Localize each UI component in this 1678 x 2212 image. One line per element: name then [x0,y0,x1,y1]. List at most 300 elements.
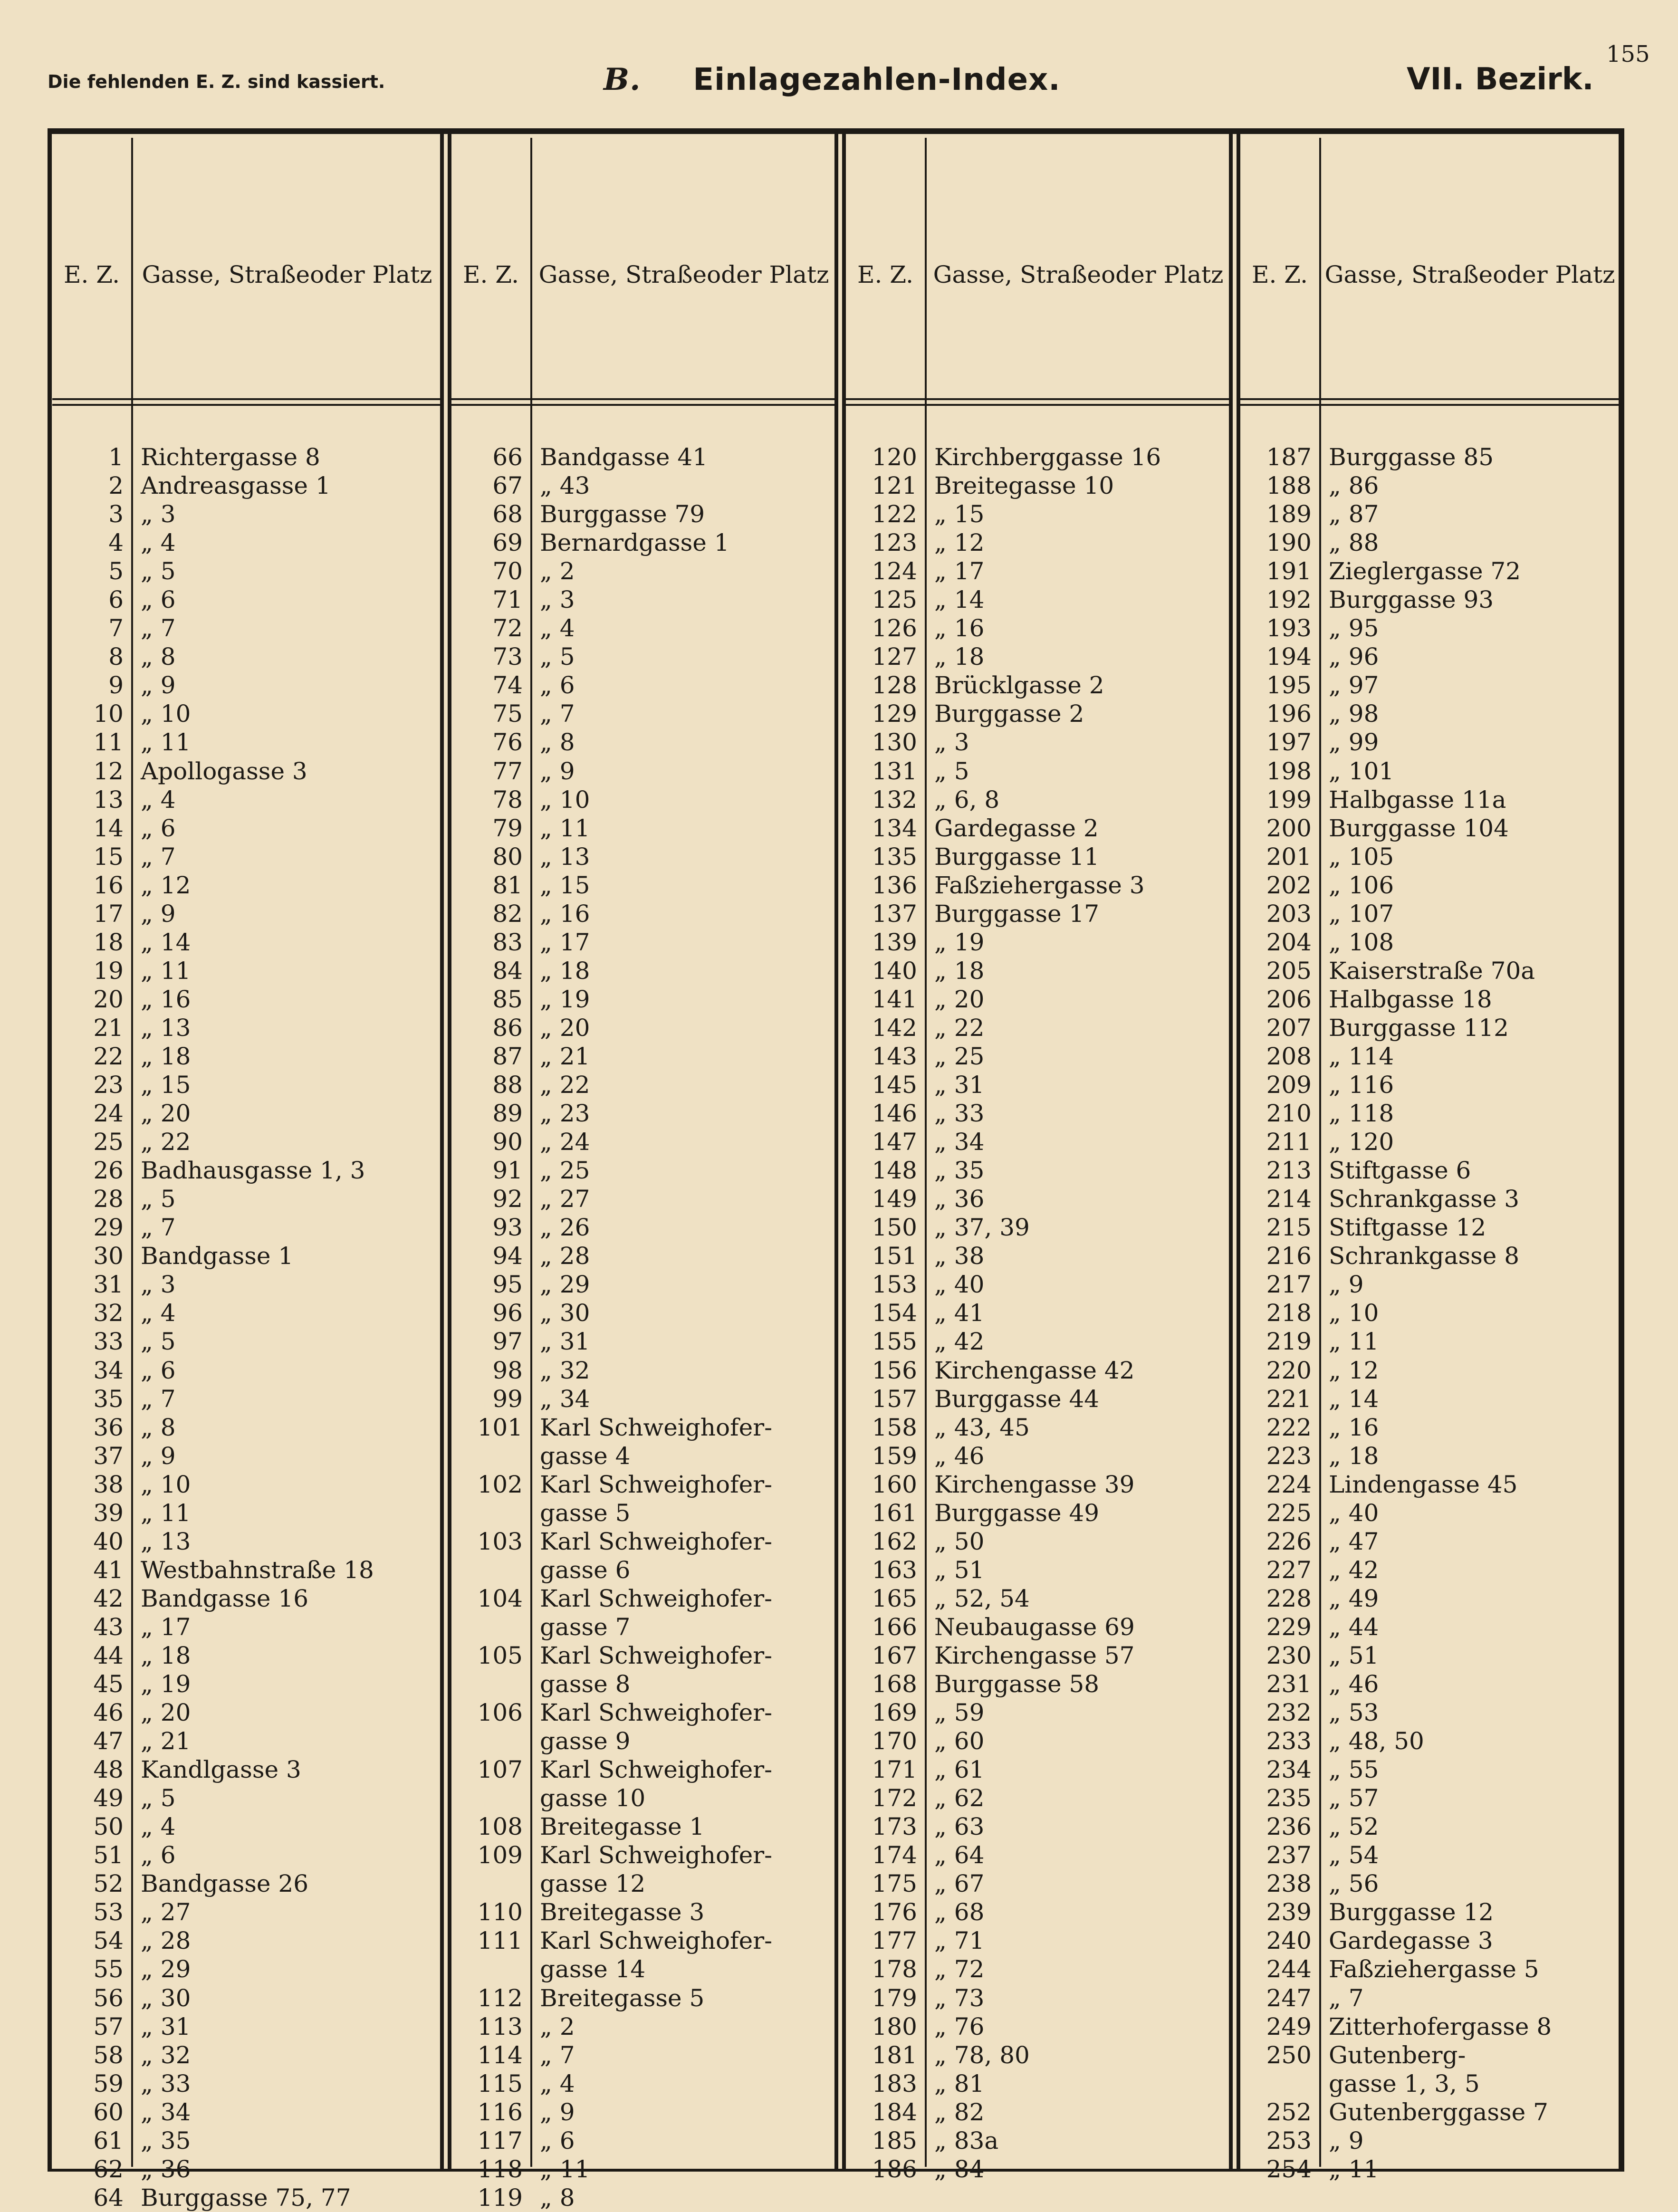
street-entry: „ 11 [141,728,191,756]
street-entry: „ 114 [1329,1042,1394,1070]
ez-number: 26 [93,1157,124,1185]
ez-number: 204 [1266,928,1312,956]
table-row [1240,1327,1619,1356]
street-entry: „ 20 [934,985,985,1013]
table-row [1240,1926,1619,1955]
ez-number: 137 [872,900,917,928]
ez-number: 229 [1266,1613,1312,1641]
table-row [52,585,441,614]
table-row [451,699,835,728]
street-entry: „ 16 [540,900,590,928]
table-row [846,1327,1230,1356]
ez-number: 238 [1266,1870,1312,1898]
street-entry: gasse 14 [540,1955,646,1983]
table-row [52,1413,441,1442]
table-row [451,1185,835,1213]
table-row [52,843,441,871]
table-row [1240,785,1619,814]
table-row [451,671,835,699]
street-entry: „ 42 [1329,1556,1379,1584]
ez-number: 109 [477,1841,523,1869]
table-row [846,671,1230,699]
street-entry: Breitegasse 3 [540,1898,705,1926]
ez-number: 220 [1266,1356,1312,1384]
street-column-header [927,143,1230,407]
ez-number: 41 [93,1556,124,1584]
table-row [451,642,835,671]
street-entry: „ 56 [1329,1870,1379,1898]
ez-number: 16 [93,871,124,899]
street-header-line2: oder Platz [310,261,432,288]
table-row [846,2012,1230,2041]
table-row [1240,871,1619,900]
table-row [846,1099,1230,1128]
ez-number: 121 [872,472,917,500]
ez-number: 126 [872,614,917,642]
street-entry: „ 46 [934,1442,985,1470]
street-entry: „ 120 [1329,1128,1394,1156]
ez-number: 151 [872,1242,917,1270]
ez-number: 155 [872,1328,917,1356]
ez-number: 95 [492,1271,523,1299]
street-entry: Andreasgasse 1 [141,472,331,500]
ez-number: 180 [872,2012,917,2040]
ez-number: 230 [1266,1641,1312,1669]
table-row [52,1641,441,1670]
ez-number: 84 [492,957,523,985]
ez-number: 103 [477,1527,523,1555]
street-entry: „ 7 [540,700,575,728]
ez-number: 98 [492,1356,523,1384]
street-header-line1: Gasse, Straße [933,261,1102,288]
table-row [451,785,835,814]
ez-number: 105 [477,1641,523,1669]
street-entry: „ 17 [141,1613,191,1641]
table-row [1240,2069,1619,2098]
street-entry: „ 6 [141,1841,176,1869]
street-entry: „ 9 [141,671,176,699]
street-entry: „ 62 [934,1784,985,1812]
table-row [846,1556,1230,1584]
street-entry: „ 97 [1329,671,1379,699]
table-row [451,1242,835,1270]
ez-number: 123 [872,529,917,557]
table-row [1240,1213,1619,1242]
street-entry: „ 47 [1329,1527,1379,1555]
table-row [846,2069,1230,2098]
ez-number: 153 [872,1271,917,1299]
ez-number: 187 [1266,443,1312,471]
street-entry: „ 3 [141,1271,176,1299]
table-row [1240,957,1619,985]
table-row [846,1270,1230,1299]
street-entry: Karl Schweighofer- [540,1584,772,1612]
street-entry: „ 31 [934,1071,985,1099]
street-entry: „ 6 [540,2126,575,2155]
table-row [1240,814,1619,843]
street-entry: gasse 6 [540,1556,631,1584]
missing-entries-note: Die fehlenden E. Z. sind kassiert. [48,71,385,92]
ez-number: 190 [1266,529,1312,557]
ez-number: 115 [477,2069,523,2097]
street-entry: „ 88 [1329,529,1379,557]
table-row [1240,1698,1619,1727]
street-entry: Neubaugasse 69 [934,1613,1135,1641]
street-entry: „ 20 [141,1699,191,1727]
table-row [52,1784,441,1812]
table-row [846,557,1230,585]
street-entry: „ 8 [540,2183,575,2212]
street-entry: „ 36 [934,1185,985,1213]
ez-number: 62 [93,2155,124,2183]
street-entry: „ 9 [1329,1271,1364,1299]
street-entry: „ 67 [934,1870,985,1898]
ez-number: 188 [1266,472,1312,500]
table-row [451,1356,835,1385]
ez-number: 13 [93,785,124,814]
street-entry: „ 25 [540,1157,590,1185]
street-entry: „ 7 [1329,1984,1364,2012]
street-entry: „ 3 [934,728,969,756]
ez-number: 19 [93,957,124,985]
street-entry: „ 53 [1329,1699,1379,1727]
ez-number: 131 [872,757,917,785]
street-entry: „ 18 [141,1641,191,1669]
street-entry: „ 44 [1329,1613,1379,1641]
ez-number: 35 [93,1385,124,1413]
street-entry: Kirchengasse 42 [934,1356,1135,1384]
table-row [1240,728,1619,756]
street-entry: „ 11 [1329,1328,1379,1356]
table-row [52,1128,441,1156]
ez-number: 106 [477,1699,523,1727]
ez-number: 24 [93,1100,124,1128]
street-entry: Apollogasse 3 [141,757,307,785]
table-row [1240,471,1619,500]
table-row [451,1099,835,1128]
ez-number: 110 [477,1898,523,1926]
street-entry: „ 48, 50 [1329,1727,1424,1755]
street-entry: „ 60 [934,1727,985,1755]
street-entry: „ 40 [1329,1499,1379,1527]
ez-number: 206 [1266,985,1312,1013]
street-entry: „ 78, 80 [934,2041,1030,2069]
table-row [52,1156,441,1185]
district-label: VII. Bezirk. [1407,62,1594,97]
ez-number: 240 [1266,1927,1312,1955]
street-header-line1: Gasse, Straße [538,261,707,288]
ez-number: 7 [108,614,124,642]
table-row [1240,2155,1619,2183]
street-entry: Zitterhofergasse 8 [1329,2012,1552,2040]
ez-number: 189 [1266,500,1312,528]
table-row [451,1156,835,1185]
street-entry: Bernardgasse 1 [540,529,729,557]
table-row [451,1299,835,1327]
ez-number: 59 [93,2069,124,2097]
street-header-line2: oder Platz [1493,261,1615,288]
street-entry: gasse 7 [540,1613,631,1641]
ez-number: 253 [1266,2126,1312,2155]
street-entry: „ 2 [540,2012,575,2040]
table-row [451,1926,835,1955]
table-row [52,1698,441,1727]
table-row [52,642,441,671]
street-entry: „ 3 [141,500,176,528]
street-entry: „ 57 [1329,1784,1379,1812]
table-row [846,699,1230,728]
table-row [52,1812,441,1841]
ez-number: 97 [492,1328,523,1356]
ez-number: 157 [872,1385,917,1413]
table-row [1240,1270,1619,1299]
ez-number: 141 [872,985,917,1013]
table-row [1240,757,1619,785]
ez-number: 178 [872,1955,917,1983]
street-entry: „ 101 [1329,757,1394,785]
street-entry: gasse 8 [540,1670,631,1698]
street-entry: „ 27 [141,1898,191,1926]
ez-number: 215 [1266,1214,1312,1242]
ez-number: 198 [1266,757,1312,785]
street-entry: gasse 9 [540,1727,631,1755]
street-entry: „ 52, 54 [934,1584,1030,1612]
ez-number: 171 [872,1756,917,1784]
table-row [52,614,441,642]
table-row [52,757,441,785]
table-row [846,985,1230,1014]
street-entry: „ 9 [1329,2126,1364,2155]
ez-number: 177 [872,1927,917,1955]
street-entry: gasse 4 [540,1442,631,1470]
ez-number: 195 [1266,671,1312,699]
street-entry: „ 14 [141,928,191,956]
ez-number: 17 [93,900,124,928]
street-entry: „ 21 [141,1727,191,1755]
table-row [52,1670,441,1698]
table-row [846,1442,1230,1470]
ez-number: 199 [1266,785,1312,814]
street-entry: „ 30 [540,1299,590,1327]
ez-number: 81 [492,871,523,899]
ez-number: 49 [93,1784,124,1812]
ez-number: 31 [93,1271,124,1299]
table-row [52,528,441,557]
ez-number: 247 [1266,1984,1312,2012]
table-row [1240,1413,1619,1442]
ez-number: 83 [492,928,523,956]
table-row [846,2041,1230,2069]
table-row [846,1356,1230,1385]
street-entry: „ 2 [540,557,575,585]
street-entry: „ 28 [540,1242,590,1270]
street-entry: „ 32 [141,2041,191,2069]
ez-number: 37 [93,1442,124,1470]
table-row [846,471,1230,500]
table-row [451,2126,835,2155]
ez-number: 145 [872,1071,917,1099]
table-row [451,471,835,500]
table-row [451,1527,835,1556]
ez-number: 43 [93,1613,124,1641]
street-entry: „ 13 [141,1527,191,1555]
ez-number: 149 [872,1185,917,1213]
street-entry: „ 6 [141,1356,176,1384]
ez-number: 77 [492,757,523,785]
street-entry: „ 24 [540,1128,590,1156]
street-entry: „ 8 [540,728,575,756]
table-row [52,1755,441,1784]
street-entry: „ 118 [1329,1100,1394,1128]
ez-number: 48 [93,1756,124,1784]
table-row [52,1042,441,1071]
table-row [52,2098,441,2126]
table-row [846,785,1230,814]
street-entry: Burggasse 44 [934,1385,1100,1413]
table-row [451,871,835,900]
table-row [1240,443,1619,471]
street-entry: „ 22 [540,1071,590,1099]
street-entry: „ 76 [934,2012,985,2040]
table-row [1240,1527,1619,1556]
table-row [846,957,1230,985]
table-row [846,1670,1230,1698]
index-rows [846,443,1230,2183]
street-entry: „ 71 [934,1927,985,1955]
street-entry: „ 10 [1329,1299,1379,1327]
street-entry: Burggasse 104 [1329,814,1509,842]
street-entry: „ 108 [1329,928,1394,956]
ez-number: 6 [108,586,124,614]
ez-number: 88 [492,1071,523,1099]
ez-number: 216 [1266,1242,1312,1270]
ez-number: 93 [492,1214,523,1242]
street-entry: „ 35 [141,2126,191,2155]
ez-number: 160 [872,1470,917,1498]
street-entry: „ 14 [934,586,985,614]
street-entry: Westbahnstraße 18 [141,1556,374,1584]
table-row [52,1071,441,1099]
table-row [1240,1841,1619,1869]
table-row [451,2041,835,2069]
ez-number: 227 [1266,1556,1312,1584]
table-row [1240,1613,1619,1641]
street-entry: „ 29 [141,1955,191,1983]
table-row [846,443,1230,471]
table-row [451,1812,835,1841]
street-entry: „ 5 [540,643,575,671]
ez-number: 179 [872,1984,917,2012]
table-row [52,1327,441,1356]
index-rows [1240,443,1619,2183]
index-column-block [1240,128,1619,2183]
table-row [846,1984,1230,2012]
table-row [846,1499,1230,1527]
table-row [1240,1812,1619,1841]
ez-number: 203 [1266,900,1312,928]
table-row [846,1613,1230,1641]
street-entry: Gutenberggasse 7 [1329,2098,1548,2126]
column-separator [440,134,451,2170]
ez-number: 167 [872,1641,917,1669]
ez-number: 75 [492,700,523,728]
ez-number: 68 [492,500,523,528]
street-entry: „ 25 [934,1042,985,1070]
ez-number: 46 [93,1699,124,1727]
street-entry: Breitegasse 5 [540,1984,705,2012]
table-row [1240,1042,1619,1071]
ez-number: 125 [872,586,917,614]
ez-number: 116 [477,2098,523,2126]
table-row [451,2069,835,2098]
street-entry: Kaiserstraße 70a [1329,957,1535,985]
ez-number: 80 [492,843,523,871]
street-entry: „ 42 [934,1328,985,1356]
street-entry: Kandlgasse 3 [141,1756,301,1784]
ez-number: 239 [1266,1898,1312,1926]
table-row [451,757,835,785]
page-title [604,62,1061,97]
table-row [1240,1755,1619,1784]
ez-number: 236 [1266,1813,1312,1841]
table-row [1240,1984,1619,2012]
street-entry: „ 16 [1329,1413,1379,1441]
table-row [846,1014,1230,1042]
table-row [1240,900,1619,928]
ez-number: 36 [93,1413,124,1441]
table-row [451,957,835,985]
street-header-line1: Gasse, Straße [1324,261,1493,288]
table-row [451,528,835,557]
table-row [451,2012,835,2041]
table-row [846,614,1230,642]
ez-number: 208 [1266,1042,1312,1070]
ez-number: 54 [93,1927,124,1955]
table-row [52,1442,441,1470]
ez-number: 108 [477,1813,523,1841]
ez-number: 143 [872,1042,917,1070]
street-entry: „ 34 [934,1128,985,1156]
table-row [846,1470,1230,1499]
street-entry: „ 3 [540,586,575,614]
street-entry: „ 43 [540,472,590,500]
street-entry: „ 9 [141,1442,176,1470]
table-row [451,1413,835,1442]
ez-number: 74 [492,671,523,699]
ez-number: 223 [1266,1442,1312,1470]
street-entry: gasse 12 [540,1870,646,1898]
ez-column-header: E. Z. [462,261,519,288]
ez-number: 172 [872,1784,917,1812]
ez-number: 132 [872,785,917,814]
table-row [451,1042,835,1071]
ez-number: 112 [477,1984,523,2012]
street-entry: „ 40 [934,1271,985,1299]
street-entry: gasse 5 [540,1499,631,1527]
street-entry: „ 59 [934,1699,985,1727]
street-entry: „ 6 [141,814,176,842]
street-entry: „ 55 [1329,1756,1379,1784]
street-entry: „ 32 [540,1356,590,1384]
street-entry: „ 51 [934,1556,985,1584]
ez-number: 113 [477,2012,523,2040]
street-entry: Karl Schweighofer- [540,1470,772,1498]
street-header-line2: oder Platz [707,261,829,288]
street-entry: Kirchberggasse 16 [934,443,1161,471]
table-row [52,1014,441,1042]
table-row [52,699,441,728]
table-row [451,843,835,871]
